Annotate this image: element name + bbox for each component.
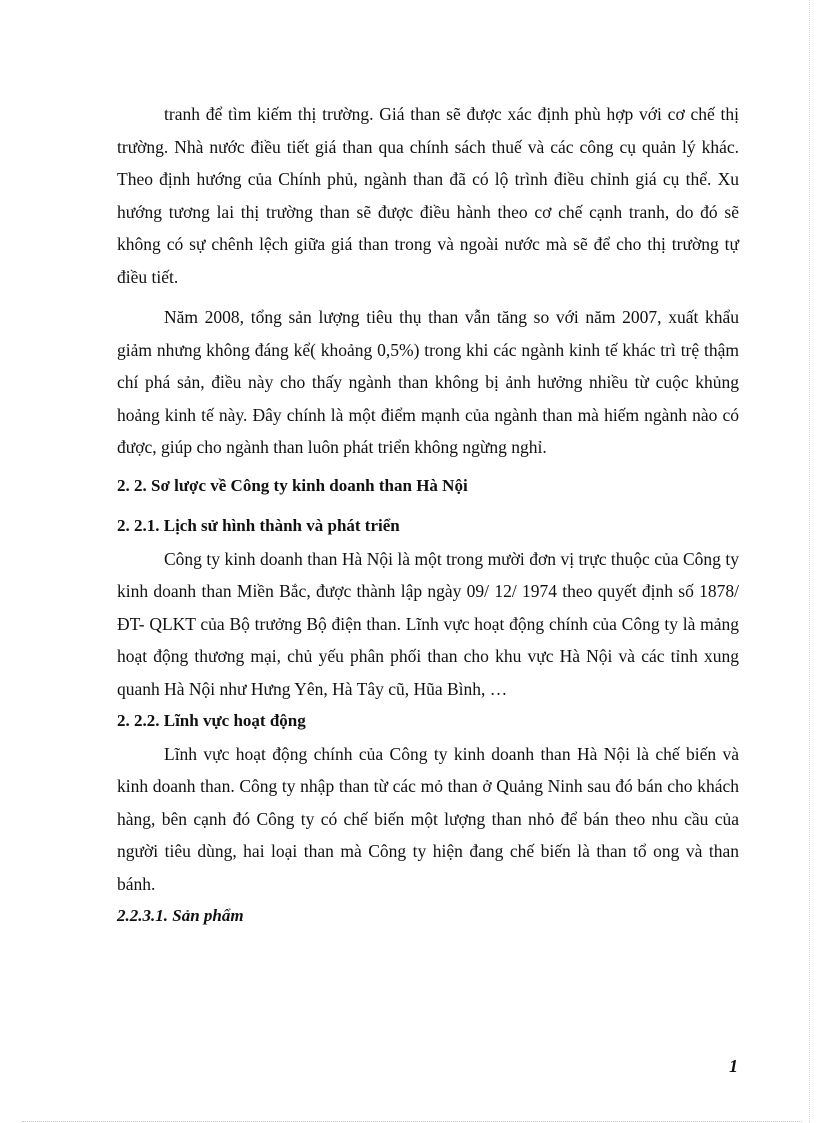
paragraph-market-pricing: tranh để tìm kiếm thị trường. Giá than sẽ được xác định phù hợp với cơ chế thị trường. Nhà nước điều tiết giá than qua chính sách thuế và các công cụ quản lý khác. Theo định hướng của Chính phủ, ngành than đã có lộ trình điều chỉnh giá cụ thể. Xu hướng tương lai thị trường than sẽ được điều hành theo cơ chế cạnh tranh, do đó sẽ không có sự chênh lệch giữa giá than trong và ngoài nước mà sẽ để cho thị trường tự điều tiết. <box>117 104 739 287</box>
document-body <box>117 98 739 933</box>
page-bottom-divider <box>22 1121 802 1122</box>
paragraph-business-field: Lĩnh vực hoạt động chính của Công ty kinh doanh than Hà Nội là chế biến và kinh doanh than. Công ty nhập than từ các mỏ than ở Quảng Ninh sau đó bán cho khách hàng, bên cạnh đó Công ty có chế biến một lượng than nhỏ để bán theo nhu cầu của người tiêu dùng, hai loại than mà Công ty hiện đang chế biến là than tổ ong và than bánh. <box>117 743 739 894</box>
page-number: 1 <box>729 1056 738 1076</box>
page-right-divider <box>809 0 810 1123</box>
paragraph-company-history: Công ty kinh doanh than Hà Nội là một trong mười đơn vị trực thuộc của Công ty kinh doanh than Miền Bắc, được thành lập ngày 09/ 12/ 1974 theo quyết định số 1878/ ĐT- QLKT của Bộ trưởng Bộ điện than. Lĩnh vực hoạt động chính của Công ty là mảng hoạt động thương mại, chủ yếu phân phối than cho khu vực Hà Nội và các tỉnh xung quanh Hà Nội như Hưng Yên, Hà Tây cũ, Hũa Bình, … <box>117 548 739 699</box>
section-heading-2-2: 2. 2. Sơ lược về Công ty kinh doanh than Hà Nội <box>117 475 468 495</box>
section-heading-2-2-3-1: 2.2.3.1. Sản phẩm <box>117 906 244 925</box>
section-heading-2-2-2: 2. 2.2. Lĩnh vực hoạt động <box>117 711 306 730</box>
section-heading-2-2-1: 2. 2.1. Lịch sử hình thành và phát triển <box>117 516 400 535</box>
paragraph-2008-consumption: Năm 2008, tổng sản lượng tiêu thụ than vẫn tăng so với năm 2007, xuất khẩu giảm nhưng không đáng kể( khoảng 0,5%) trong khi các ngành kinh tế khác trì trệ thậm chí phá sản, điều này cho thấy ngành than không bị ảnh hưởng nhiều từ cuộc khủng hoảng kinh tế này. Đây chính là một điểm mạnh của ngành than mà hiếm ngành nào có được, giúp cho ngành than luôn phát triển không ngừng nghỉ. <box>117 307 739 457</box>
